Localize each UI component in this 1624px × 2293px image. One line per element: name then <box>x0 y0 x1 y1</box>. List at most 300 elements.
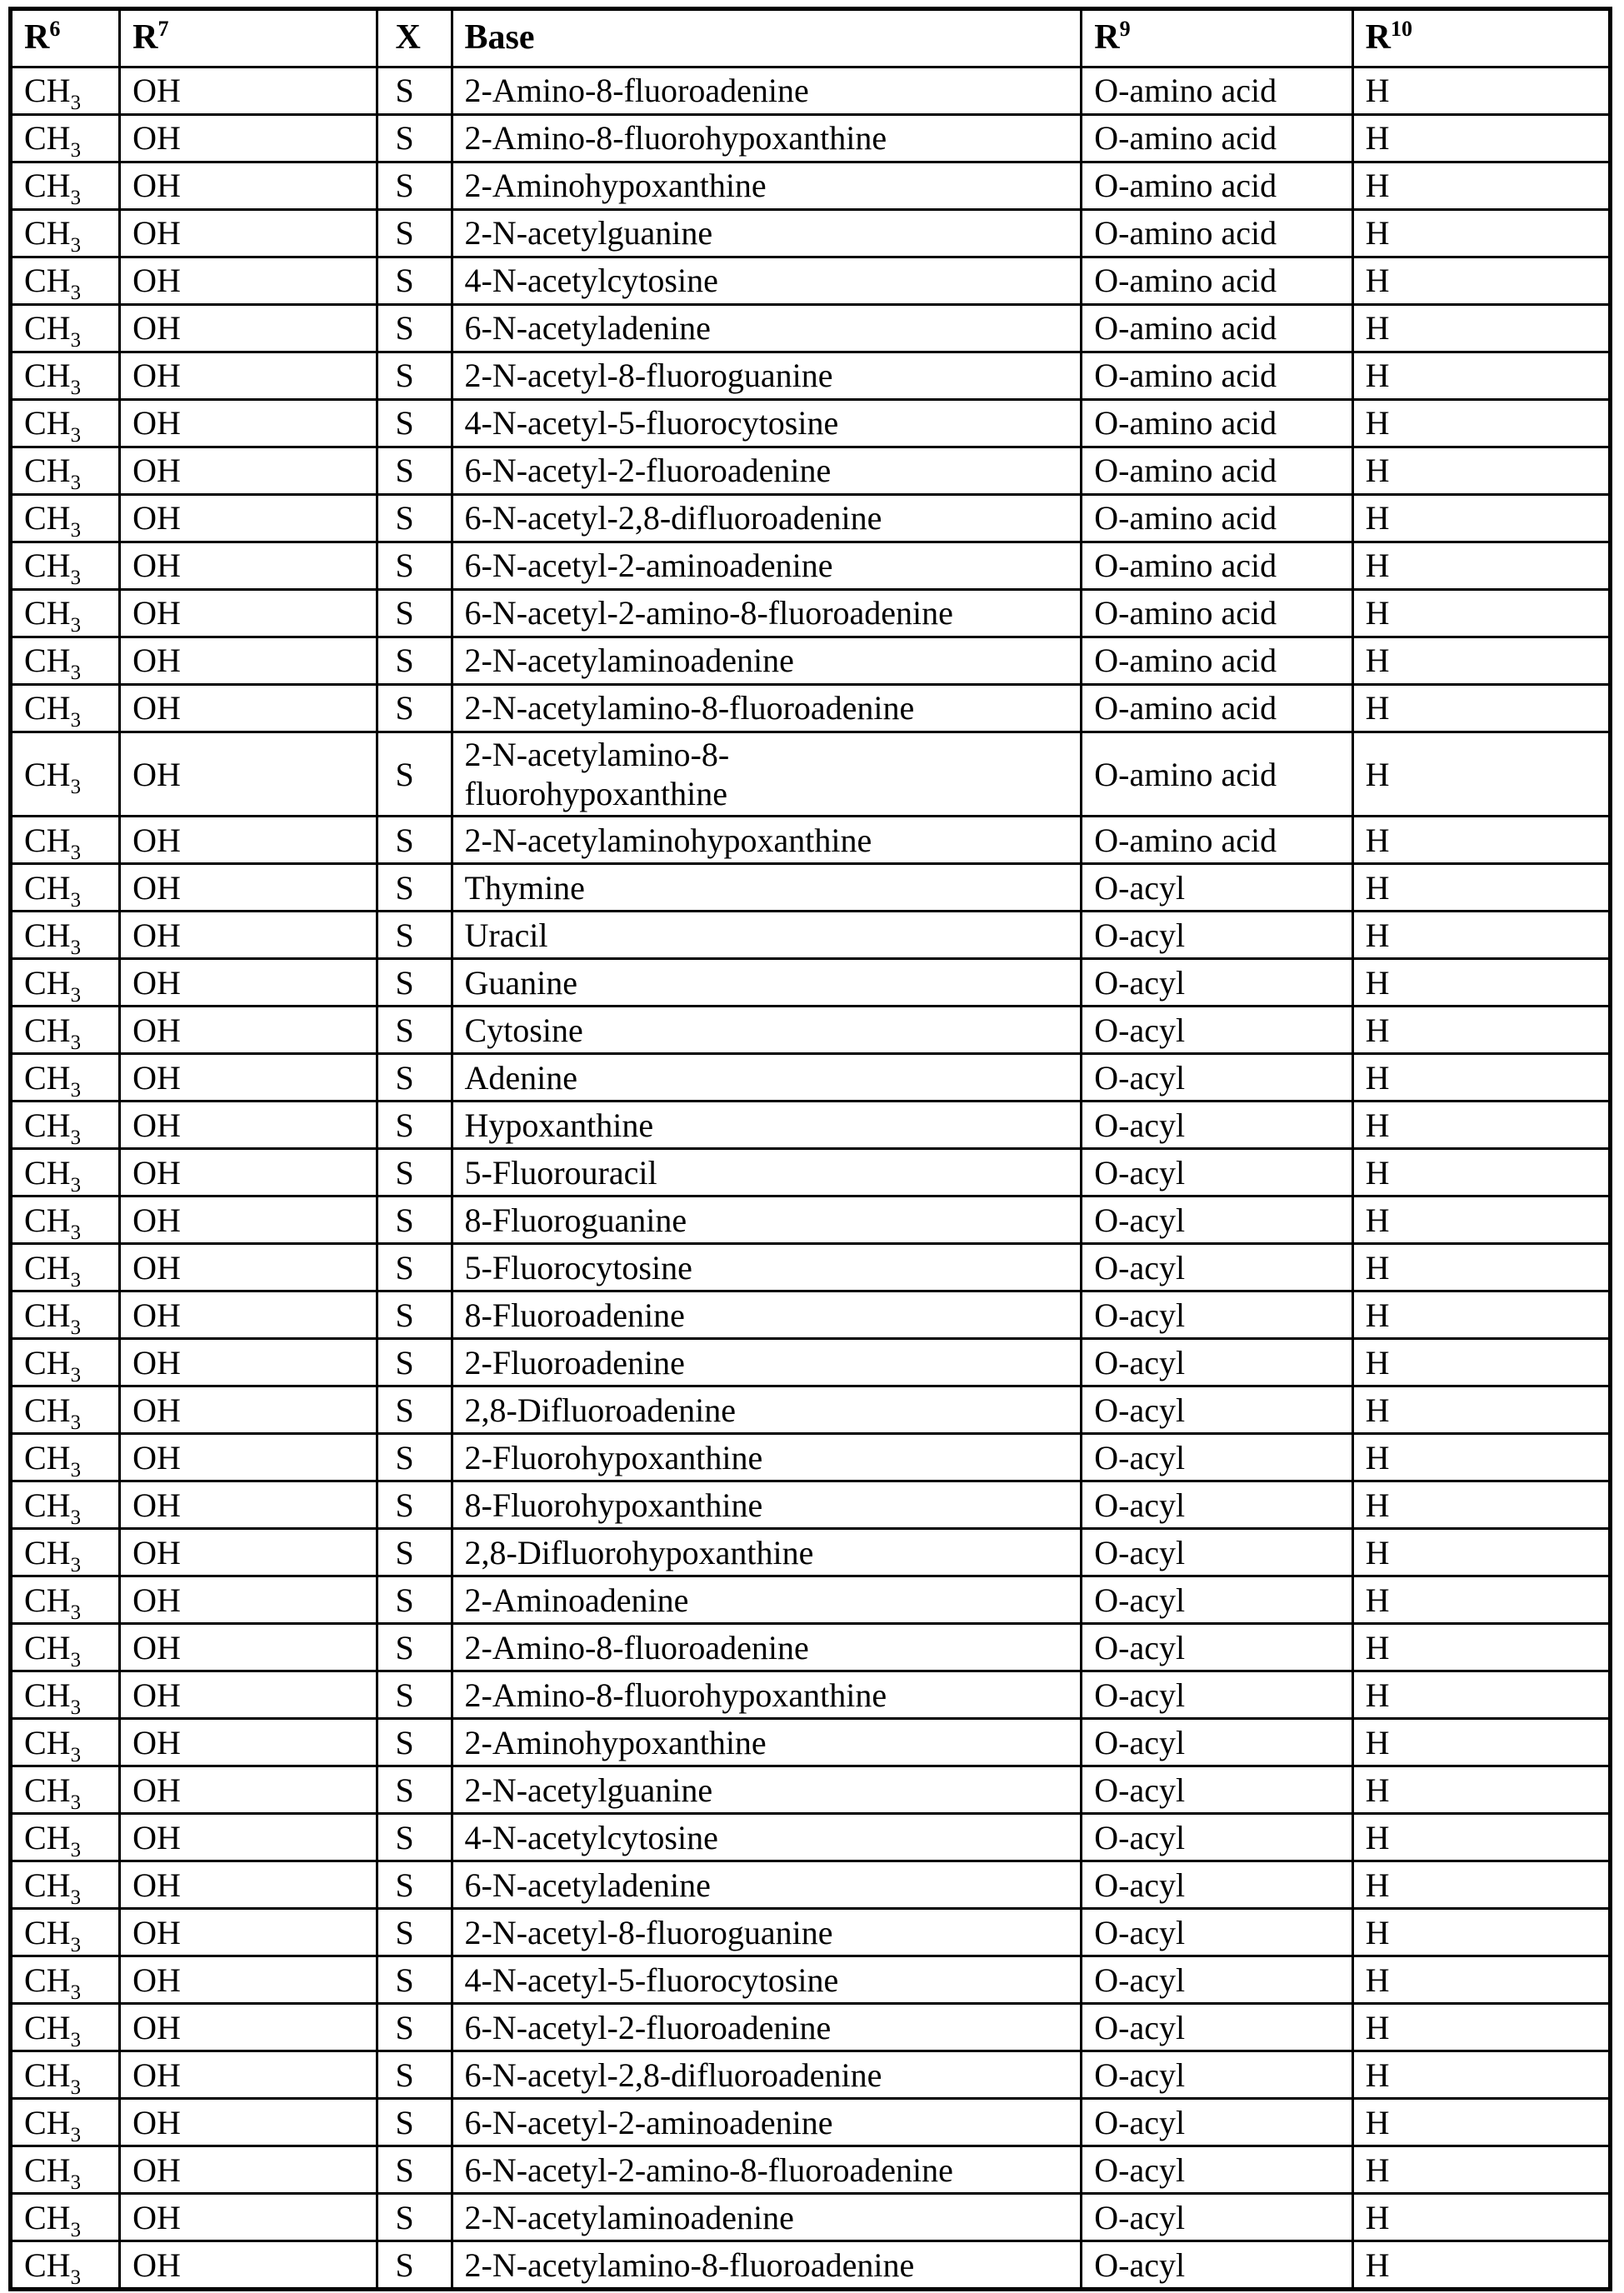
r6-subscript: 3 <box>70 1886 81 1909</box>
cell-base: 8-Fluoroguanine <box>452 1196 1082 1244</box>
r6-subscript: 3 <box>70 139 81 162</box>
cell-r7: OH <box>120 162 377 210</box>
cell-r7: OH <box>120 817 377 864</box>
table-row <box>11 1149 1611 1196</box>
cell-r10: H <box>1352 1386 1610 1434</box>
r6-value: CH <box>24 821 71 859</box>
cell-r7: OH <box>120 1861 377 1909</box>
r6-value: CH <box>24 1676 71 1714</box>
cell-x: S <box>377 1624 452 1671</box>
cell-base: 6-N-acetyl-2-fluoroadenine <box>452 2004 1082 2051</box>
cell-r6 <box>11 2099 120 2146</box>
r6-subscript: 3 <box>70 1933 81 1956</box>
r6-subscript: 3 <box>70 187 81 210</box>
cell-base: 2-N-acetylaminoadenine <box>452 2194 1082 2241</box>
cell-base: 6-N-acetyladenine <box>452 305 1082 352</box>
cell-r6 <box>11 2194 120 2241</box>
cell-x: S <box>377 1576 452 1624</box>
r6-subscript: 3 <box>70 2123 81 2146</box>
cell-r7: OH <box>120 1434 377 1481</box>
cell-base: 2-N-acetylaminohypoxanthine <box>452 817 1082 864</box>
r6-subscript: 3 <box>70 92 81 115</box>
cell-r9: O-acyl <box>1082 959 1352 1007</box>
r6-value: CH <box>24 689 71 727</box>
table-row <box>11 637 1611 685</box>
cell-r7: OH <box>120 2051 377 2099</box>
table-row <box>11 1339 1611 1386</box>
table-row <box>11 1861 1611 1909</box>
cell-r10: H <box>1352 2241 1610 2290</box>
r6-subscript: 3 <box>70 1981 81 2004</box>
cell-r7: OH <box>120 1149 377 1196</box>
column-header-r7 <box>120 9 377 67</box>
cell-r9: O-amino acid <box>1082 400 1352 447</box>
cell-base: 8-Fluorohypoxanthine <box>452 1481 1082 1529</box>
cell-r7: OH <box>120 1102 377 1149</box>
cell-base: 6-N-acetyladenine <box>452 1861 1082 1909</box>
r6-value: CH <box>24 1106 71 1144</box>
cell-r10: H <box>1352 210 1610 257</box>
table-row <box>11 1671 1611 1719</box>
cell-r6 <box>11 305 120 352</box>
cell-r9: O-acyl <box>1082 2241 1352 2290</box>
cell-base: Thymine <box>452 864 1082 912</box>
r6-value: CH <box>24 309 71 347</box>
cell-r6 <box>11 1719 120 1766</box>
table-row <box>11 447 1611 495</box>
r6-subscript: 3 <box>70 841 81 864</box>
cell-r10: H <box>1352 2004 1610 2051</box>
r6-value: CH <box>24 2056 71 2094</box>
r6-subscript: 3 <box>70 1268 81 1291</box>
cell-base: 2,8-Difluorohypoxanthine <box>452 1529 1082 1576</box>
cell-r9: O-acyl <box>1082 1956 1352 2004</box>
r6-value: CH <box>24 72 71 110</box>
table-row <box>11 1956 1611 2004</box>
cell-r6 <box>11 1956 120 2004</box>
cell-r10: H <box>1352 1956 1610 2004</box>
header-r10-superscript: 10 <box>1390 17 1412 42</box>
cell-r6 <box>11 67 120 115</box>
cell-r7: OH <box>120 732 377 817</box>
cell-base: 2-N-acetylamino-8-fluoroadenine <box>452 2241 1082 2290</box>
cell-r7: OH <box>120 637 377 685</box>
cell-base: 2-N-acetylaminoadenine <box>452 637 1082 685</box>
cell-r6 <box>11 1529 120 1576</box>
r6-subscript: 3 <box>70 2028 81 2051</box>
r6-subscript: 3 <box>70 1031 81 1054</box>
cell-r10: H <box>1352 732 1610 817</box>
r6-subscript: 3 <box>70 1316 81 1339</box>
table-row <box>11 2194 1611 2241</box>
cell-r10: H <box>1352 67 1610 115</box>
r6-value: CH <box>24 2008 71 2046</box>
cell-r7: OH <box>120 1007 377 1054</box>
r6-subscript: 3 <box>70 2218 81 2241</box>
cell-r9: O-acyl <box>1082 1244 1352 1291</box>
cell-x: S <box>377 352 452 400</box>
cell-r7: OH <box>120 912 377 959</box>
cell-r10: H <box>1352 1861 1610 1909</box>
cell-r10: H <box>1352 542 1610 590</box>
r6-value: CH <box>24 1866 71 1904</box>
cell-r7: OH <box>120 959 377 1007</box>
r6-value: CH <box>24 1058 71 1097</box>
r6-value: CH <box>24 1628 71 1666</box>
cell-base: 6-N-acetyl-2-amino-8-fluoroadenine <box>452 590 1082 637</box>
cell-r7: OH <box>120 1054 377 1102</box>
header-x-label: X <box>395 18 421 57</box>
cell-r10: H <box>1352 817 1610 864</box>
cell-r7: OH <box>120 305 377 352</box>
cell-r7: OH <box>120 1719 377 1766</box>
column-header-r10 <box>1352 9 1610 67</box>
cell-r7: OH <box>120 2194 377 2241</box>
cell-base: 2,8-Difluoroadenine <box>452 1386 1082 1434</box>
cell-r6 <box>11 685 120 732</box>
r6-value: CH <box>24 963 71 1002</box>
cell-x: S <box>377 1719 452 1766</box>
r6-subscript: 3 <box>70 1221 81 1244</box>
cell-r6 <box>11 1244 120 1291</box>
cell-base: 2-Amino-8-fluoroadenine <box>452 67 1082 115</box>
cell-r6 <box>11 115 120 162</box>
table-row <box>11 257 1611 305</box>
r6-subscript: 3 <box>70 662 81 685</box>
r6-subscript: 3 <box>70 1458 81 1481</box>
cell-r6 <box>11 2051 120 2099</box>
r6-subscript: 3 <box>70 1363 81 1386</box>
cell-x: S <box>377 2241 452 2290</box>
cell-r6 <box>11 495 120 542</box>
r6-value: CH <box>24 357 71 395</box>
cell-x: S <box>377 2004 452 2051</box>
cell-base: Uracil <box>452 912 1082 959</box>
cell-r6 <box>11 210 120 257</box>
cell-base: Guanine <box>452 959 1082 1007</box>
r6-value: CH <box>24 1961 71 1999</box>
r6-subscript: 3 <box>70 1791 81 1814</box>
cell-r6 <box>11 732 120 817</box>
cell-x: S <box>377 2051 452 2099</box>
r6-subscript: 3 <box>70 888 81 912</box>
cell-x: S <box>377 817 452 864</box>
cell-r10: H <box>1352 1196 1610 1244</box>
cell-r9: O-amino acid <box>1082 542 1352 590</box>
cell-x: S <box>377 864 452 912</box>
r6-value: CH <box>24 1486 71 1524</box>
cell-r10: H <box>1352 590 1610 637</box>
cell-r9: O-acyl <box>1082 1481 1352 1529</box>
cell-x: S <box>377 2099 452 2146</box>
r6-value: CH <box>24 1343 71 1381</box>
r6-value: CH <box>24 1818 71 1856</box>
cell-x: S <box>377 1149 452 1196</box>
cell-r7: OH <box>120 1766 377 1814</box>
cell-r9: O-acyl <box>1082 864 1352 912</box>
r6-subscript: 3 <box>70 983 81 1007</box>
cell-base: 2-Amino-8-fluorohypoxanthine <box>452 115 1082 162</box>
cell-r9: O-acyl <box>1082 2146 1352 2194</box>
header-r9-label: R <box>1094 18 1120 57</box>
table-row <box>11 1434 1611 1481</box>
cell-r7: OH <box>120 352 377 400</box>
cell-r9: O-amino acid <box>1082 817 1352 864</box>
header-r9-superscript: 9 <box>1119 17 1131 42</box>
cell-r6 <box>11 1386 120 1434</box>
r6-value: CH <box>24 1153 71 1191</box>
cell-base: 5-Fluorouracil <box>452 1149 1082 1196</box>
cell-base: 2-Aminoadenine <box>452 1576 1082 1624</box>
cell-x: S <box>377 67 452 115</box>
table-row <box>11 67 1611 115</box>
r6-subscript: 3 <box>70 1173 81 1196</box>
cell-x: S <box>377 400 452 447</box>
column-header-x <box>377 9 452 67</box>
cell-r7: OH <box>120 400 377 447</box>
r6-value: CH <box>24 916 71 954</box>
cell-r6 <box>11 257 120 305</box>
table-row <box>11 2051 1611 2099</box>
r6-subscript: 3 <box>70 1743 81 1766</box>
table-row <box>11 1529 1611 1576</box>
cell-r10: H <box>1352 959 1610 1007</box>
cell-r7: OH <box>120 210 377 257</box>
cell-r7: OH <box>120 685 377 732</box>
table-row <box>11 864 1611 912</box>
cell-r9: O-acyl <box>1082 1861 1352 1909</box>
cell-r10: H <box>1352 912 1610 959</box>
table-row <box>11 1481 1611 1529</box>
r6-value: CH <box>24 119 71 157</box>
table-body <box>11 67 1611 2290</box>
cell-base: Cytosine <box>452 1007 1082 1054</box>
cell-x: S <box>377 2194 452 2241</box>
table-row <box>11 1244 1611 1291</box>
cell-r6 <box>11 637 120 685</box>
table-row <box>11 210 1611 257</box>
table-row <box>11 305 1611 352</box>
r6-subscript: 3 <box>70 1553 81 1576</box>
cell-r7: OH <box>120 1339 377 1386</box>
cell-r6 <box>11 1624 120 1671</box>
cell-r9: O-amino acid <box>1082 115 1352 162</box>
compound-substituent-table <box>8 7 1612 2291</box>
cell-r10: H <box>1352 637 1610 685</box>
cell-r9: O-acyl <box>1082 1434 1352 1481</box>
table-row <box>11 162 1611 210</box>
cell-base: 2-N-acetylamino-8-fluoroadenine <box>452 685 1082 732</box>
r6-value: CH <box>24 1248 71 1286</box>
cell-r9: O-amino acid <box>1082 447 1352 495</box>
cell-r10: H <box>1352 1149 1610 1196</box>
cell-x: S <box>377 1814 452 1861</box>
cell-r10: H <box>1352 1719 1610 1766</box>
cell-base: 2-Fluorohypoxanthine <box>452 1434 1082 1481</box>
cell-r6 <box>11 2004 120 2051</box>
cell-r9: O-acyl <box>1082 912 1352 959</box>
cell-x: S <box>377 115 452 162</box>
cell-base: Adenine <box>452 1054 1082 1102</box>
table-row <box>11 1196 1611 1244</box>
table-row <box>11 1291 1611 1339</box>
cell-r9: O-amino acid <box>1082 732 1352 817</box>
cell-base: 5-Fluorocytosine <box>452 1244 1082 1291</box>
cell-r6 <box>11 1054 120 1102</box>
cell-r9: O-acyl <box>1082 2051 1352 2099</box>
table-row <box>11 912 1611 959</box>
cell-r10: H <box>1352 1291 1610 1339</box>
cell-x: S <box>377 542 452 590</box>
cell-x: S <box>377 637 452 685</box>
cell-r7: OH <box>120 542 377 590</box>
cell-r9: O-acyl <box>1082 1576 1352 1624</box>
table-row <box>11 685 1611 732</box>
table-row <box>11 1576 1611 1624</box>
cell-r9: O-acyl <box>1082 1102 1352 1149</box>
header-r6-label: R <box>24 18 50 57</box>
r6-subscript: 3 <box>70 775 81 798</box>
table-header <box>11 9 1611 67</box>
r6-value: CH <box>24 452 71 490</box>
table-row <box>11 2241 1611 2290</box>
cell-r6 <box>11 447 120 495</box>
cell-x: S <box>377 1529 452 1576</box>
cell-r10: H <box>1352 1814 1610 1861</box>
cell-base: 6-N-acetyl-2-fluoroadenine <box>452 447 1082 495</box>
cell-x: S <box>377 1481 452 1529</box>
cell-x: S <box>377 1386 452 1434</box>
cell-r9: O-amino acid <box>1082 352 1352 400</box>
header-r7-superscript: 7 <box>157 17 169 42</box>
cell-r10: H <box>1352 1529 1610 1576</box>
table-row <box>11 1054 1611 1102</box>
cell-r10: H <box>1352 1339 1610 1386</box>
r6-subscript: 3 <box>70 377 81 400</box>
table-row <box>11 400 1611 447</box>
r6-subscript: 3 <box>70 1506 81 1529</box>
cell-r7: OH <box>120 1196 377 1244</box>
cell-r6 <box>11 2241 120 2290</box>
r6-subscript: 3 <box>70 567 81 590</box>
table-row <box>11 1814 1611 1861</box>
cell-r6 <box>11 542 120 590</box>
cell-r6 <box>11 1339 120 1386</box>
cell-x: S <box>377 1766 452 1814</box>
r6-value: CH <box>24 642 71 680</box>
r6-value: CH <box>24 1011 71 1049</box>
table-row <box>11 590 1611 637</box>
cell-r6 <box>11 912 120 959</box>
cell-r9: O-acyl <box>1082 1624 1352 1671</box>
r6-value: CH <box>24 1723 71 1761</box>
cell-r10: H <box>1352 2099 1610 2146</box>
r6-value: CH <box>24 214 71 252</box>
cell-r9: O-amino acid <box>1082 685 1352 732</box>
cell-base: 8-Fluoroadenine <box>452 1291 1082 1339</box>
r6-value: CH <box>24 167 71 205</box>
r6-subscript: 3 <box>70 614 81 637</box>
cell-r7: OH <box>120 495 377 542</box>
cell-x: S <box>377 210 452 257</box>
table-row <box>11 1386 1611 1434</box>
r6-value: CH <box>24 499 71 537</box>
cell-r7: OH <box>120 67 377 115</box>
cell-r10: H <box>1352 685 1610 732</box>
cell-x: S <box>377 162 452 210</box>
cell-r10: H <box>1352 1244 1610 1291</box>
cell-x: S <box>377 495 452 542</box>
r6-subscript: 3 <box>70 1126 81 1149</box>
header-r6-superscript: 6 <box>49 17 61 42</box>
cell-r7: OH <box>120 2241 377 2290</box>
r6-subscript: 3 <box>70 329 81 352</box>
cell-base: 6-N-acetyl-2,8-difluoroadenine <box>452 2051 1082 2099</box>
cell-r7: OH <box>120 1481 377 1529</box>
table-row <box>11 2004 1611 2051</box>
r6-subscript: 3 <box>70 2076 81 2099</box>
cell-r6 <box>11 162 120 210</box>
cell-x: S <box>377 732 452 817</box>
cell-r9: O-acyl <box>1082 1196 1352 1244</box>
cell-r7: OH <box>120 1671 377 1719</box>
r6-value: CH <box>24 1913 71 1951</box>
cell-r9: O-amino acid <box>1082 257 1352 305</box>
cell-r9: O-acyl <box>1082 1054 1352 1102</box>
cell-r9: O-acyl <box>1082 1766 1352 1814</box>
cell-r9: O-acyl <box>1082 1719 1352 1766</box>
cell-r6 <box>11 817 120 864</box>
cell-base: 2-Fluoroadenine <box>452 1339 1082 1386</box>
cell-r10: H <box>1352 1909 1610 1956</box>
cell-r6 <box>11 1102 120 1149</box>
cell-r6 <box>11 400 120 447</box>
cell-r7: OH <box>120 1576 377 1624</box>
r6-value: CH <box>24 1533 71 1571</box>
cell-x: S <box>377 1909 452 1956</box>
cell-r10: H <box>1352 2194 1610 2241</box>
cell-r9: O-acyl <box>1082 1909 1352 1956</box>
column-header-r6 <box>11 9 120 67</box>
cell-r9: O-acyl <box>1082 1814 1352 1861</box>
r6-value: CH <box>24 755 71 793</box>
cell-r6 <box>11 352 120 400</box>
cell-r7: OH <box>120 1386 377 1434</box>
cell-x: S <box>377 912 452 959</box>
cell-r7: OH <box>120 447 377 495</box>
cell-x: S <box>377 1244 452 1291</box>
cell-r10: H <box>1352 1007 1610 1054</box>
r6-subscript: 3 <box>70 472 81 495</box>
table-row <box>11 817 1611 864</box>
cell-base: 2-N-acetylguanine <box>452 210 1082 257</box>
cell-r9: O-amino acid <box>1082 210 1352 257</box>
r6-value: CH <box>24 404 71 442</box>
cell-r9: O-acyl <box>1082 1339 1352 1386</box>
cell-r9: O-amino acid <box>1082 495 1352 542</box>
cell-x: S <box>377 590 452 637</box>
cell-r7: OH <box>120 1624 377 1671</box>
table-row <box>11 1909 1611 1956</box>
cell-r6 <box>11 1007 120 1054</box>
r6-subscript: 3 <box>70 1838 81 1861</box>
cell-r7: OH <box>120 115 377 162</box>
cell-r6 <box>11 864 120 912</box>
r6-value: CH <box>24 2246 71 2284</box>
cell-r6 <box>11 1434 120 1481</box>
cell-base: 4-N-acetylcytosine <box>452 1814 1082 1861</box>
cell-r9: O-acyl <box>1082 1149 1352 1196</box>
